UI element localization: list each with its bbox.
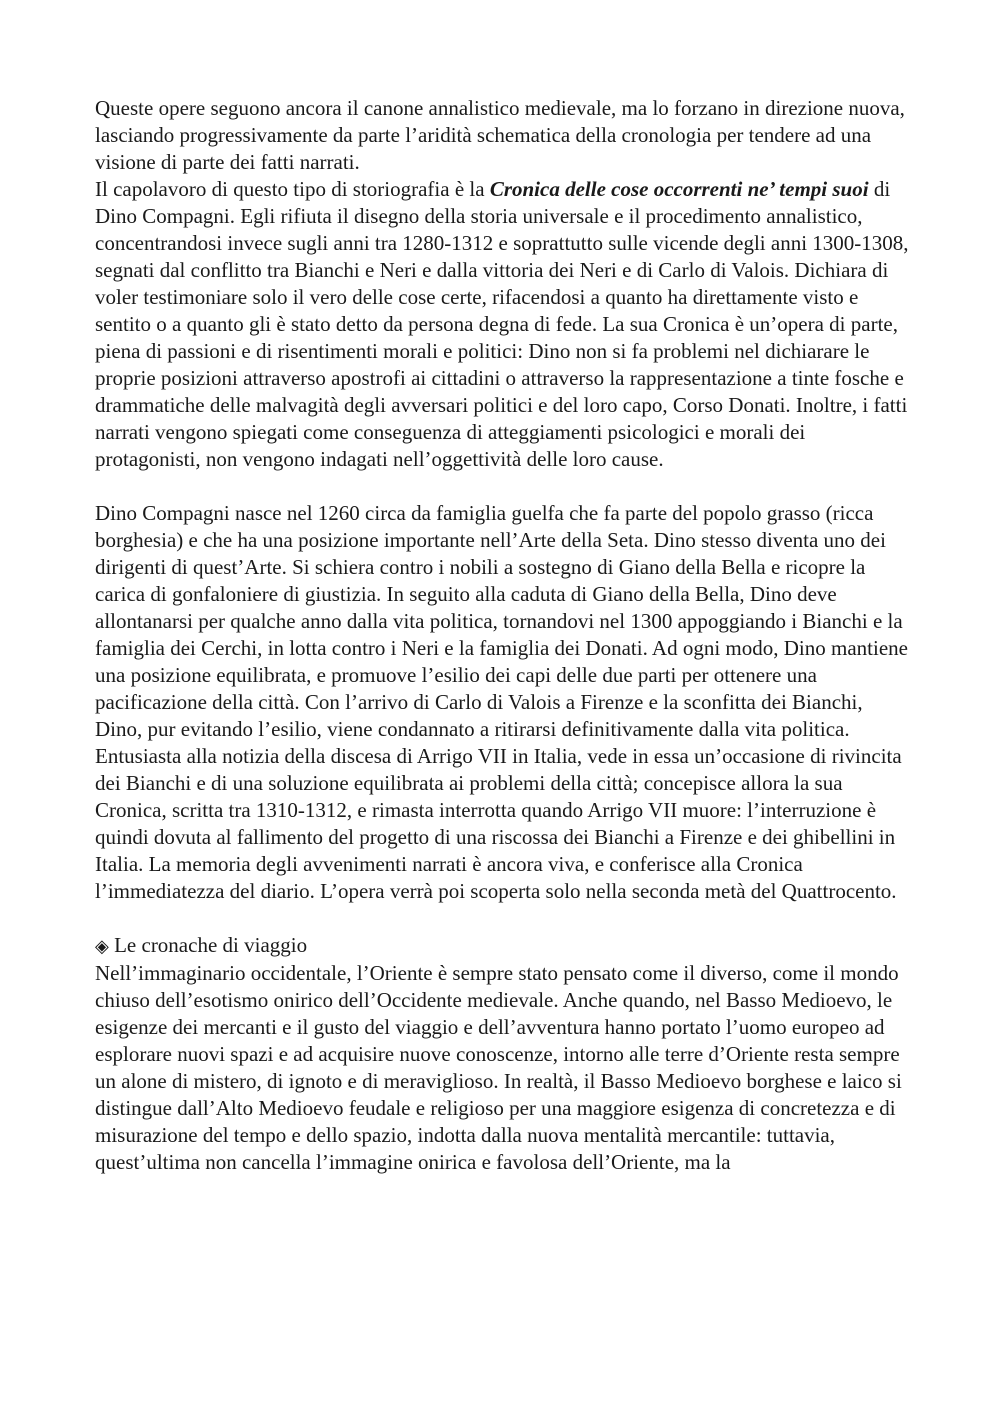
work-title: Cronica delle cose occorrenti ne’ tempi suoi [489, 177, 869, 201]
section-heading-text: Le cronache di viaggio [114, 933, 308, 957]
diamond-bullet-icon: ◈ [95, 936, 109, 957]
section-heading [95, 932, 910, 960]
paragraph-rest: di Dino Compagni. Egli rifiuta il disegno della storia universale e il procedimento annalistico, concentrandosi invece sugli anni tra 1280-1312 e soprattutto sulle vicende degli anni 1300-1308, segnati dal conflitto tra Bianchi e Neri e dalla vittoria dei Neri e di Carlo di Valois. Dichiara di voler testimoniare solo il vero delle cose certe, rifacendosi a quanto ha direttamente visto e sentito o a quanto gli è stato detto da persona degna di fede. La sua Cronica è un’opera di parte, piena di passioni e di risentimenti morali e politici: Dino non si fa problemi nel dichiarare le proprie posizioni attraverso apostrofi ai cittadini o attraverso la rappresentazione a tinte fosche e drammatiche delle malvagità degli avversari politici e del loro capo, Corso Donati. Inoltre, i fatti narrati vengono spiegati come conseguenza di atteggiamenti psicologici e morali dei protagonisti, non vengono indagati nell’oggettività delle loro cause. [95, 177, 909, 471]
paragraph-spacer [95, 905, 910, 932]
paragraph-annalistic-canon: Queste opere seguono ancora il canone annalistico medievale, ma lo forzano in direzione nuova, lasciando progressivamente da parte l’aridità schematica della cronologia per tendere ad una visione di parte dei fatti narrati. [95, 96, 905, 174]
paragraph-lead: Il capolavoro di questo tipo di storiografia è la [95, 177, 490, 201]
paragraph-cronica-compagni [95, 176, 910, 473]
paragraph-spacer [95, 473, 910, 500]
paragraph-travel-chronicles: Nell’immaginario occidentale, l’Oriente è sempre stato pensato come il diverso, come il mondo chiuso dell’esotismo onirico dell’Occidente medievale. Anche quando, nel Basso Medioevo, le esigenze dei mercanti e il gusto del viaggio e dell’avventura hanno portato l’uomo europeo ad esplorare nuovi spazi e ad acquisire nuove conoscenze, intorno alle terre d’Oriente resta sempre un alone di mistero, di ignoto e di meraviglioso. In realtà, il Basso Medioevo borghese e laico si distingue dall’Alto Medioevo feudale e religioso per una maggiore esigenza di concretezza e di misurazione del tempo e dello spazio, indotta dalla nuova mentalità mercantile: tuttavia, quest’ultima non cancella l’immagine onirica e favolosa dell’Oriente, ma la [95, 961, 902, 1174]
document-page [95, 95, 910, 1176]
paragraph-biography: Dino Compagni nasce nel 1260 circa da famiglia guelfa che fa parte del popolo grasso (ricca borghesia) e che ha una posizione importante nell’Arte della Seta. Dino stesso diventa uno dei dirigenti di quest’Arte. Si schiera contro i nobili a sostegno di Giano della Bella e ricopre la carica di gonfaloniere di giustizia. In seguito alla caduta di Giano della Bella, Dino deve allontanarsi per qualche anno dalla vita politica, tornandovi nel 1300 appoggiando i Bianchi e la famiglia dei Cerchi, in lotta contro i Neri e la famiglia dei Donati. Ad ogni modo, Dino mantiene una posizione equilibrata, e promuove l’esilio dei capi delle due parti per ottenere una pacificazione della città. Con l’arrivo di Carlo di Valois a Firenze e la sconfitta dei Bianchi, Dino, pur evitando l’esilio, viene condannato a ritirarsi definitivamente dalla vita politica. Entusiasta alla notizia della discesa di Arrigo VII in Italia, vede in essa un’occasione di rivincita dei Bianchi e di una soluzione equilibrata ai problemi della città; concepisce allora la sua Cronica, scritta tra 1310-1312, e rimasta interrotta quando Arrigo VII muore: l’interruzione è quindi dovuta al fallimento del progetto di una riscossa dei Bianchi a Firenze e dei ghibellini in Italia. La memoria degli avvenimenti narrati è ancora viva, e conferisce alla Cronica l’immediatezza del diario. L’opera verrà poi scoperta solo nella seconda metà del Quattrocento. [95, 501, 908, 903]
